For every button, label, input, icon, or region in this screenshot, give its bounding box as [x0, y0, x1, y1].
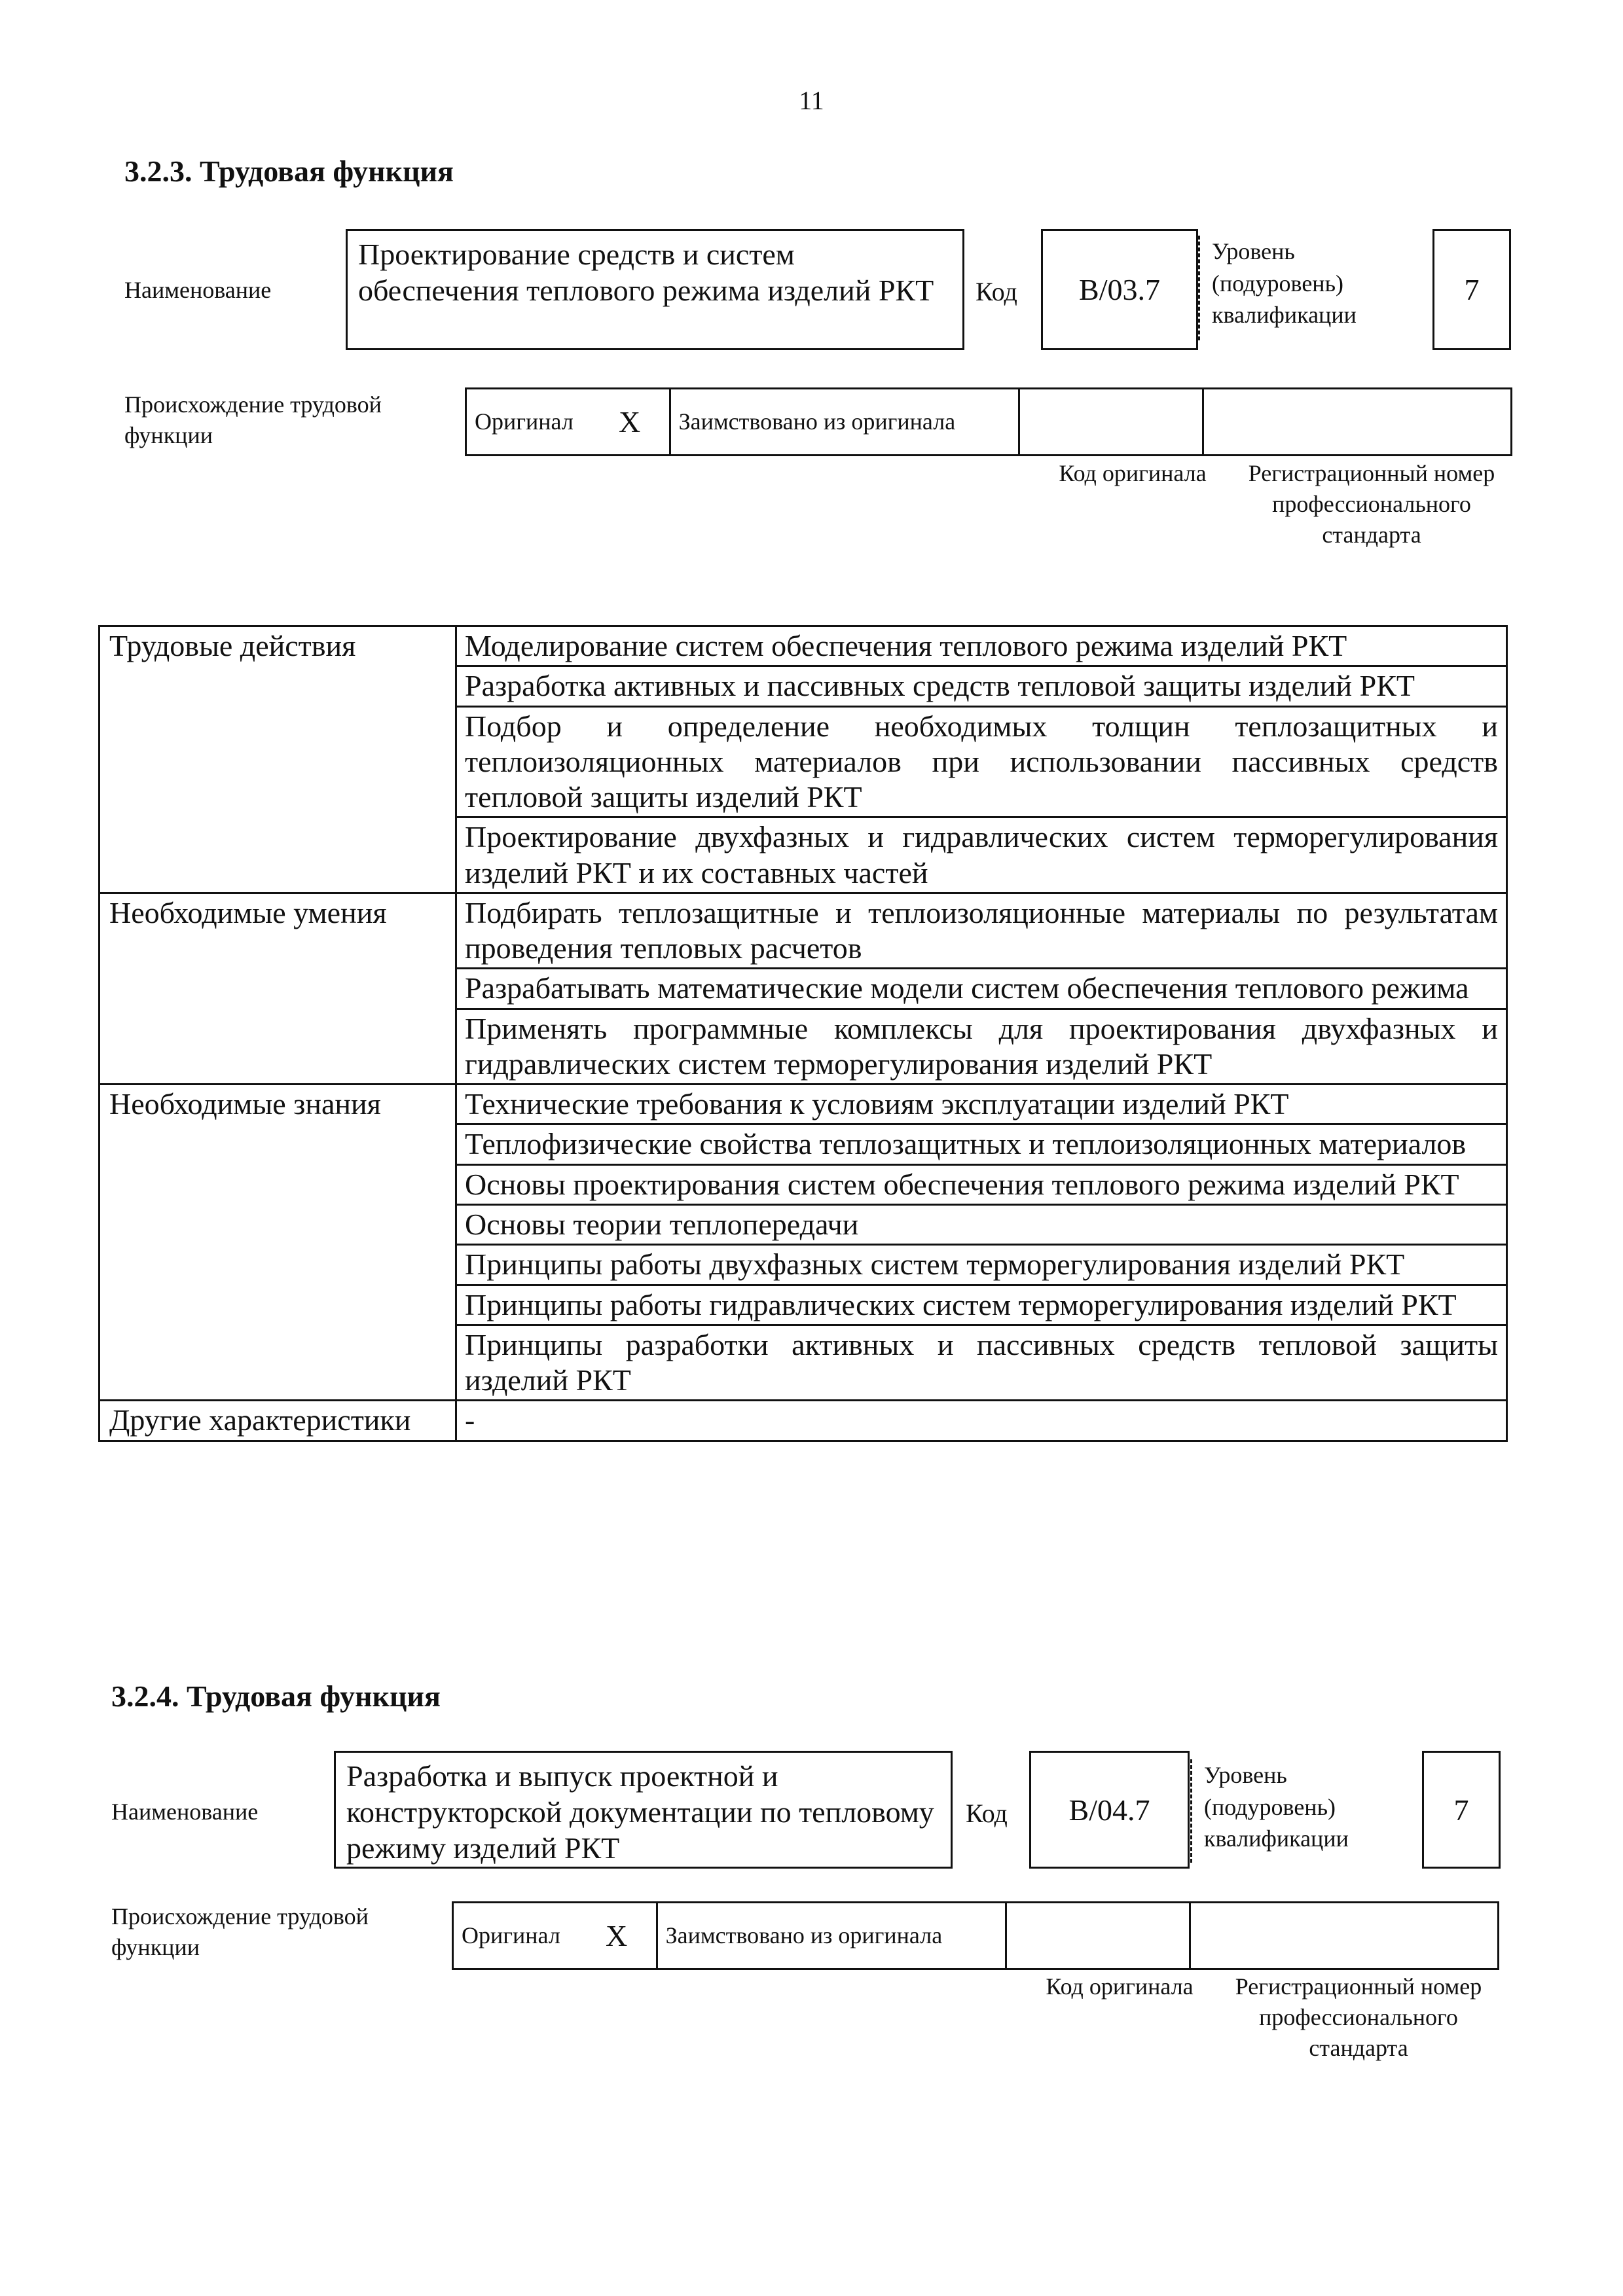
- table-cell: Моделирование систем обеспечения теплового режима изделий РКТ: [456, 626, 1507, 666]
- table-cell: Принципы работы гидравлических систем терморегулирования изделий РКТ: [456, 1285, 1507, 1325]
- function-name-value: Разработка и выпуск проектной и конструкторской документации по тепловому режиму изделий РКТ: [346, 1759, 934, 1865]
- original-mark: X: [591, 389, 670, 456]
- group-label: Трудовые действия: [100, 626, 456, 893]
- code-original-label: Код оригинала: [1059, 460, 1207, 486]
- group-label: Необходимые знания: [100, 1085, 456, 1401]
- level-label: Уровень (подуровень) квалификации: [1190, 1759, 1387, 1863]
- table-row: [100, 893, 1507, 969]
- origin-label: Происхождение трудовой функции: [124, 391, 382, 448]
- function-name-box: [334, 1751, 953, 1869]
- table-cell: Теплофизические свойства теплозащитных и теплоизоляционных материалов: [456, 1124, 1507, 1164]
- level-value: 7: [1464, 273, 1480, 306]
- table-row: [100, 1401, 1507, 1441]
- table-cell: Технические требования к условиям эксплуатации изделий РКТ: [456, 1085, 1507, 1124]
- section-heading: 3.2.3. Трудовая функция: [124, 154, 454, 188]
- section-heading: 3.2.4. Трудовая функция: [111, 1679, 441, 1713]
- code-value: B/03.7: [1079, 273, 1160, 306]
- origin-table: [452, 1901, 1499, 1970]
- borrowed-label: Заимствовано из оригинала: [657, 1903, 1006, 1969]
- original-mark: X: [577, 1903, 657, 1969]
- level-value: 7: [1453, 1793, 1469, 1827]
- origin-table: [465, 387, 1512, 456]
- original-label: Оригинал: [466, 389, 591, 456]
- code-box: [1041, 229, 1198, 350]
- reg-number-cell: [1190, 1903, 1499, 1969]
- table-cell: Подбирать теплозащитные и теплоизоляционные материалы по результатам проведения тепловых расчетов: [456, 893, 1507, 969]
- table-cell: Подбор и определение необходимых толщин теплозащитных и теплоизоляционных материалов при использовании пассивных средств тепловой защиты изделий РКТ: [456, 706, 1507, 817]
- table-cell: Применять программные комплексы для проектирования двухфазных и гидравлических систем терморегулирования изделий РКТ: [456, 1009, 1507, 1085]
- table-row: [100, 626, 1507, 666]
- table-row: [100, 1085, 1507, 1124]
- level-label: Уровень (подуровень) квалификации: [1198, 236, 1395, 340]
- borrowed-label: Заимствовано из оригинала: [670, 389, 1019, 456]
- table-cell: -: [456, 1401, 1507, 1441]
- name-label: Наименование: [111, 1799, 259, 1825]
- code-label: Код: [976, 277, 1017, 306]
- table-cell: Основы теории теплопередачи: [456, 1204, 1507, 1244]
- function-name-box: [346, 229, 964, 350]
- group-label: Другие характеристики: [100, 1401, 456, 1441]
- code-original-cell: [1006, 1903, 1190, 1969]
- function-name-value: Проектирование средств и систем обеспечения теплового режима изделий РКТ: [358, 238, 934, 308]
- table-cell: Принципы разработки активных и пассивных средств тепловой защиты изделий РКТ: [456, 1325, 1507, 1401]
- reg-number-label: Регистрационный номер профессионального стандарта: [1235, 1973, 1482, 2061]
- level-box: [1432, 229, 1511, 350]
- code-original-label: Код оригинала: [1046, 1973, 1194, 2000]
- page-number: 11: [799, 86, 824, 115]
- reg-number-cell: [1203, 389, 1512, 456]
- code-label: Код: [966, 1799, 1008, 1828]
- code-value: B/04.7: [1068, 1793, 1150, 1827]
- table-cell: Разработка активных и пассивных средств тепловой защиты изделий РКТ: [456, 666, 1507, 706]
- table-cell: Разрабатывать математические модели систем обеспечения теплового режима: [456, 969, 1507, 1009]
- reg-number-label: Регистрационный номер профессионального стандарта: [1248, 460, 1495, 548]
- code-box: [1029, 1751, 1190, 1869]
- code-original-cell: [1019, 389, 1203, 456]
- name-label: Наименование: [124, 277, 272, 303]
- table-cell: Основы проектирования систем обеспечения теплового режима изделий РКТ: [456, 1164, 1507, 1204]
- table-cell: Проектирование двухфазных и гидравлических систем терморегулирования изделий РКТ и их составных частей: [456, 817, 1507, 893]
- function-table: [98, 625, 1508, 1442]
- level-box: [1422, 1751, 1501, 1869]
- origin-label: Происхождение трудовой функции: [111, 1903, 369, 1960]
- original-label: Оригинал: [453, 1903, 577, 1969]
- group-label: Необходимые умения: [100, 893, 456, 1084]
- table-cell: Принципы работы двухфазных систем терморегулирования изделий РКТ: [456, 1245, 1507, 1285]
